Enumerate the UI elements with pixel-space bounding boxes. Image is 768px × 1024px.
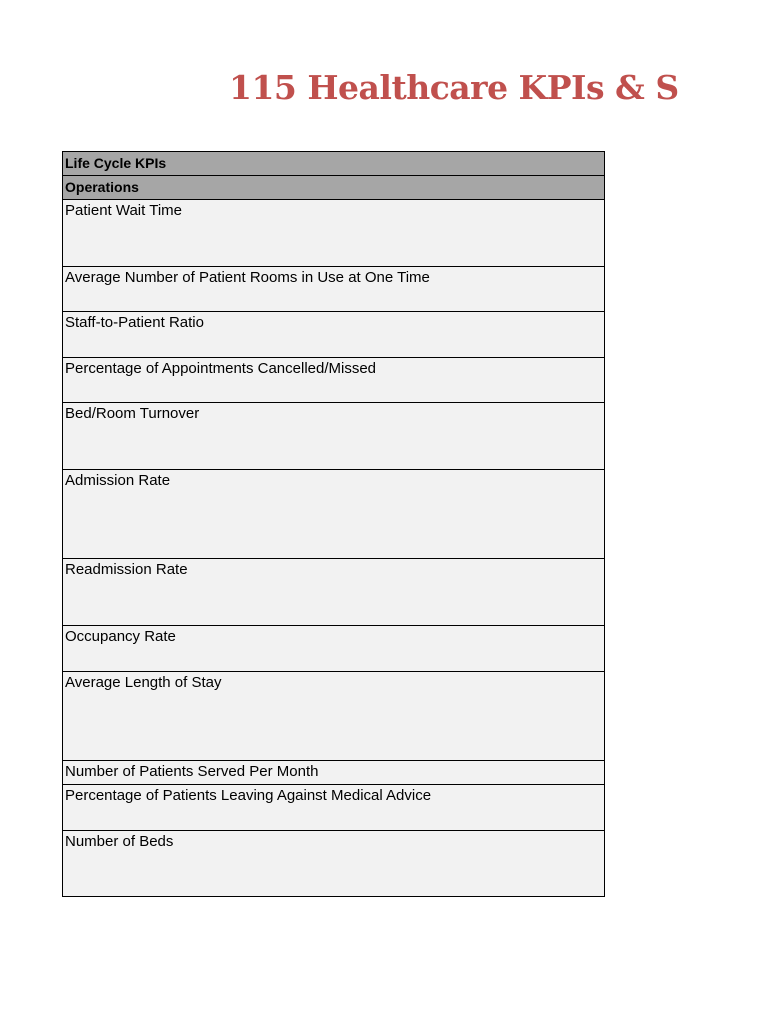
- kpi-table: [62, 151, 605, 897]
- kpi-cell: Number of Beds: [63, 831, 605, 897]
- kpi-cell: Average Length of Stay: [63, 672, 605, 761]
- title-container: [229, 66, 679, 110]
- table-row: [63, 358, 605, 403]
- kpi-cell: Patient Wait Time: [63, 200, 605, 267]
- document-title: 115 Healthcare KPIs & S: [229, 68, 679, 107]
- kpi-cell: Bed/Room Turnover: [63, 403, 605, 470]
- table-row: [63, 559, 605, 626]
- table-row: [63, 672, 605, 761]
- kpi-cell: Percentage of Appointments Cancelled/Missed: [63, 358, 605, 403]
- table-row: [63, 267, 605, 312]
- table-row: [63, 785, 605, 831]
- table-row: [63, 831, 605, 897]
- kpi-cell: Average Number of Patient Rooms in Use at One Time: [63, 267, 605, 312]
- table-row: [63, 403, 605, 470]
- subsection-header-row: [63, 176, 605, 200]
- table-row: [63, 200, 605, 267]
- section-header-cell: Life Cycle KPIs: [63, 152, 605, 176]
- kpi-cell: Occupancy Rate: [63, 626, 605, 672]
- kpi-cell: Number of Patients Served Per Month: [63, 761, 605, 785]
- section-header-row: [63, 152, 605, 176]
- table-row: [63, 626, 605, 672]
- kpi-cell: Percentage of Patients Leaving Against Medical Advice: [63, 785, 605, 831]
- table-row: [63, 312, 605, 358]
- kpi-cell: Admission Rate: [63, 470, 605, 559]
- subsection-header-cell: Operations: [63, 176, 605, 200]
- kpi-cell: Staff-to-Patient Ratio: [63, 312, 605, 358]
- kpi-cell: Readmission Rate: [63, 559, 605, 626]
- table-row: [63, 761, 605, 785]
- table-row: [63, 470, 605, 559]
